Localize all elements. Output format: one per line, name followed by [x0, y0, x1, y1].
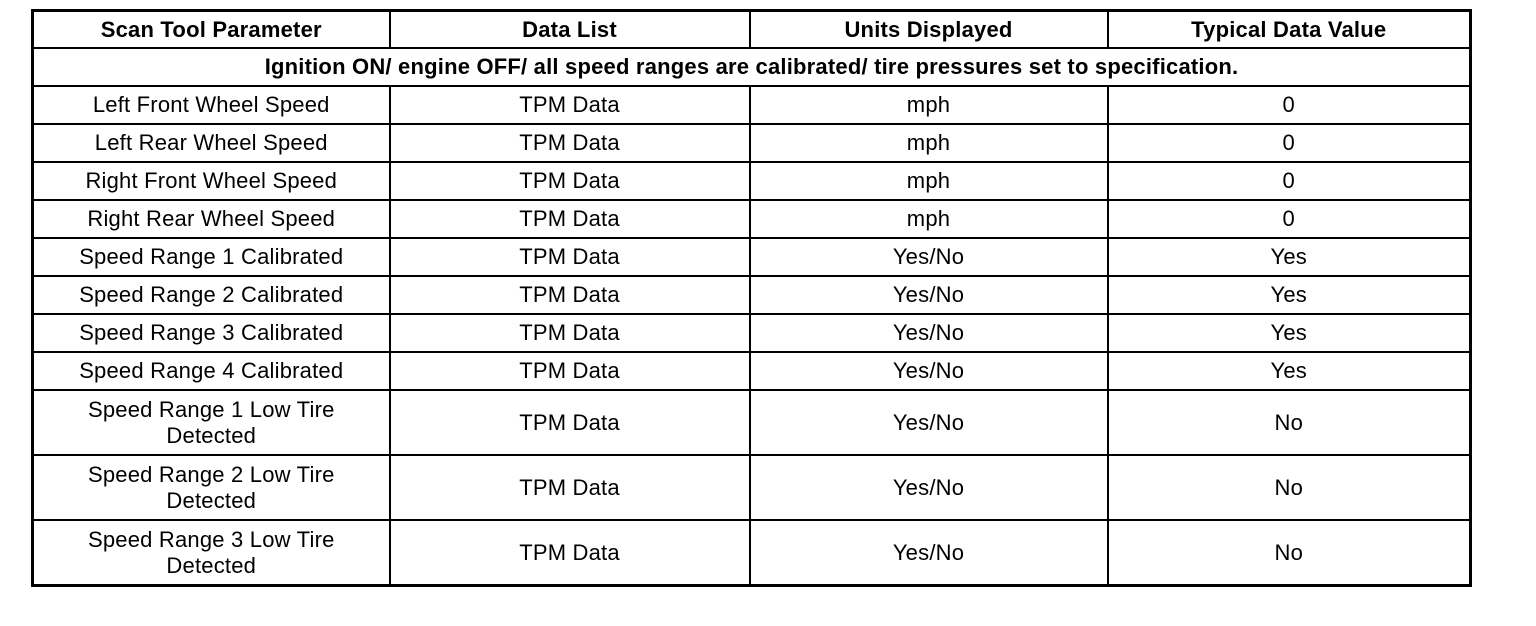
scan-tool-data-table	[31, 9, 1472, 587]
units-cell: mph	[750, 162, 1108, 200]
data-list-cell: TPM Data	[390, 162, 750, 200]
data-list-cell: TPM Data	[390, 86, 750, 124]
parameter-cell: Speed Range 4 Calibrated	[33, 352, 390, 390]
units-cell: Yes/No	[750, 314, 1108, 352]
parameter-cell: Left Front Wheel Speed	[33, 86, 390, 124]
header-typical-data-value: Typical Data Value	[1108, 11, 1471, 49]
units-cell: mph	[750, 200, 1108, 238]
parameter-cell: Speed Range 1 Calibrated	[33, 238, 390, 276]
table-row	[33, 200, 1471, 238]
typical-value-cell: 0	[1108, 124, 1471, 162]
table-row	[33, 86, 1471, 124]
data-list-cell: TPM Data	[390, 124, 750, 162]
units-cell: mph	[750, 124, 1108, 162]
parameter-cell: Speed Range 3 Calibrated	[33, 314, 390, 352]
table-row	[33, 520, 1471, 586]
units-cell: Yes/No	[750, 276, 1108, 314]
table-row	[33, 124, 1471, 162]
typical-value-cell: Yes	[1108, 314, 1471, 352]
data-list-cell: TPM Data	[390, 352, 750, 390]
typical-value-cell: 0	[1108, 86, 1471, 124]
data-list-cell: TPM Data	[390, 455, 750, 520]
units-cell: Yes/No	[750, 520, 1108, 586]
typical-value-cell: Yes	[1108, 352, 1471, 390]
typical-value-cell: No	[1108, 455, 1471, 520]
test-condition: Ignition ON/ engine OFF/ all speed ranges are calibrated/ tire pressures set to specification.	[33, 48, 1471, 86]
data-list-cell: TPM Data	[390, 200, 750, 238]
parameter-cell: Speed Range 2 Calibrated	[33, 276, 390, 314]
table-row	[33, 390, 1471, 455]
table-row	[33, 352, 1471, 390]
header-units-displayed: Units Displayed	[750, 11, 1108, 49]
units-cell: Yes/No	[750, 390, 1108, 455]
parameter-cell: Speed Range 1 Low Tire Detected	[33, 390, 390, 455]
header-scan-tool-parameter: Scan Tool Parameter	[33, 11, 390, 49]
units-cell: mph	[750, 86, 1108, 124]
units-cell: Yes/No	[750, 455, 1108, 520]
header-row	[33, 11, 1471, 49]
typical-value-cell: No	[1108, 390, 1471, 455]
table-row	[33, 238, 1471, 276]
typical-value-cell: Yes	[1108, 238, 1471, 276]
table-row	[33, 276, 1471, 314]
table-row	[33, 314, 1471, 352]
typical-value-cell: No	[1108, 520, 1471, 586]
condition-row	[33, 48, 1471, 86]
header-data-list: Data List	[390, 11, 750, 49]
table-row	[33, 455, 1471, 520]
units-cell: Yes/No	[750, 238, 1108, 276]
parameter-cell: Left Rear Wheel Speed	[33, 124, 390, 162]
typical-value-cell: 0	[1108, 162, 1471, 200]
table-row	[33, 162, 1471, 200]
data-list-cell: TPM Data	[390, 276, 750, 314]
data-list-cell: TPM Data	[390, 238, 750, 276]
parameter-cell: Right Rear Wheel Speed	[33, 200, 390, 238]
units-cell: Yes/No	[750, 352, 1108, 390]
parameter-cell: Speed Range 2 Low Tire Detected	[33, 455, 390, 520]
data-list-cell: TPM Data	[390, 314, 750, 352]
parameter-cell: Speed Range 3 Low Tire Detected	[33, 520, 390, 586]
data-list-cell: TPM Data	[390, 520, 750, 586]
data-list-cell: TPM Data	[390, 390, 750, 455]
typical-value-cell: Yes	[1108, 276, 1471, 314]
typical-value-cell: 0	[1108, 200, 1471, 238]
parameter-cell: Right Front Wheel Speed	[33, 162, 390, 200]
